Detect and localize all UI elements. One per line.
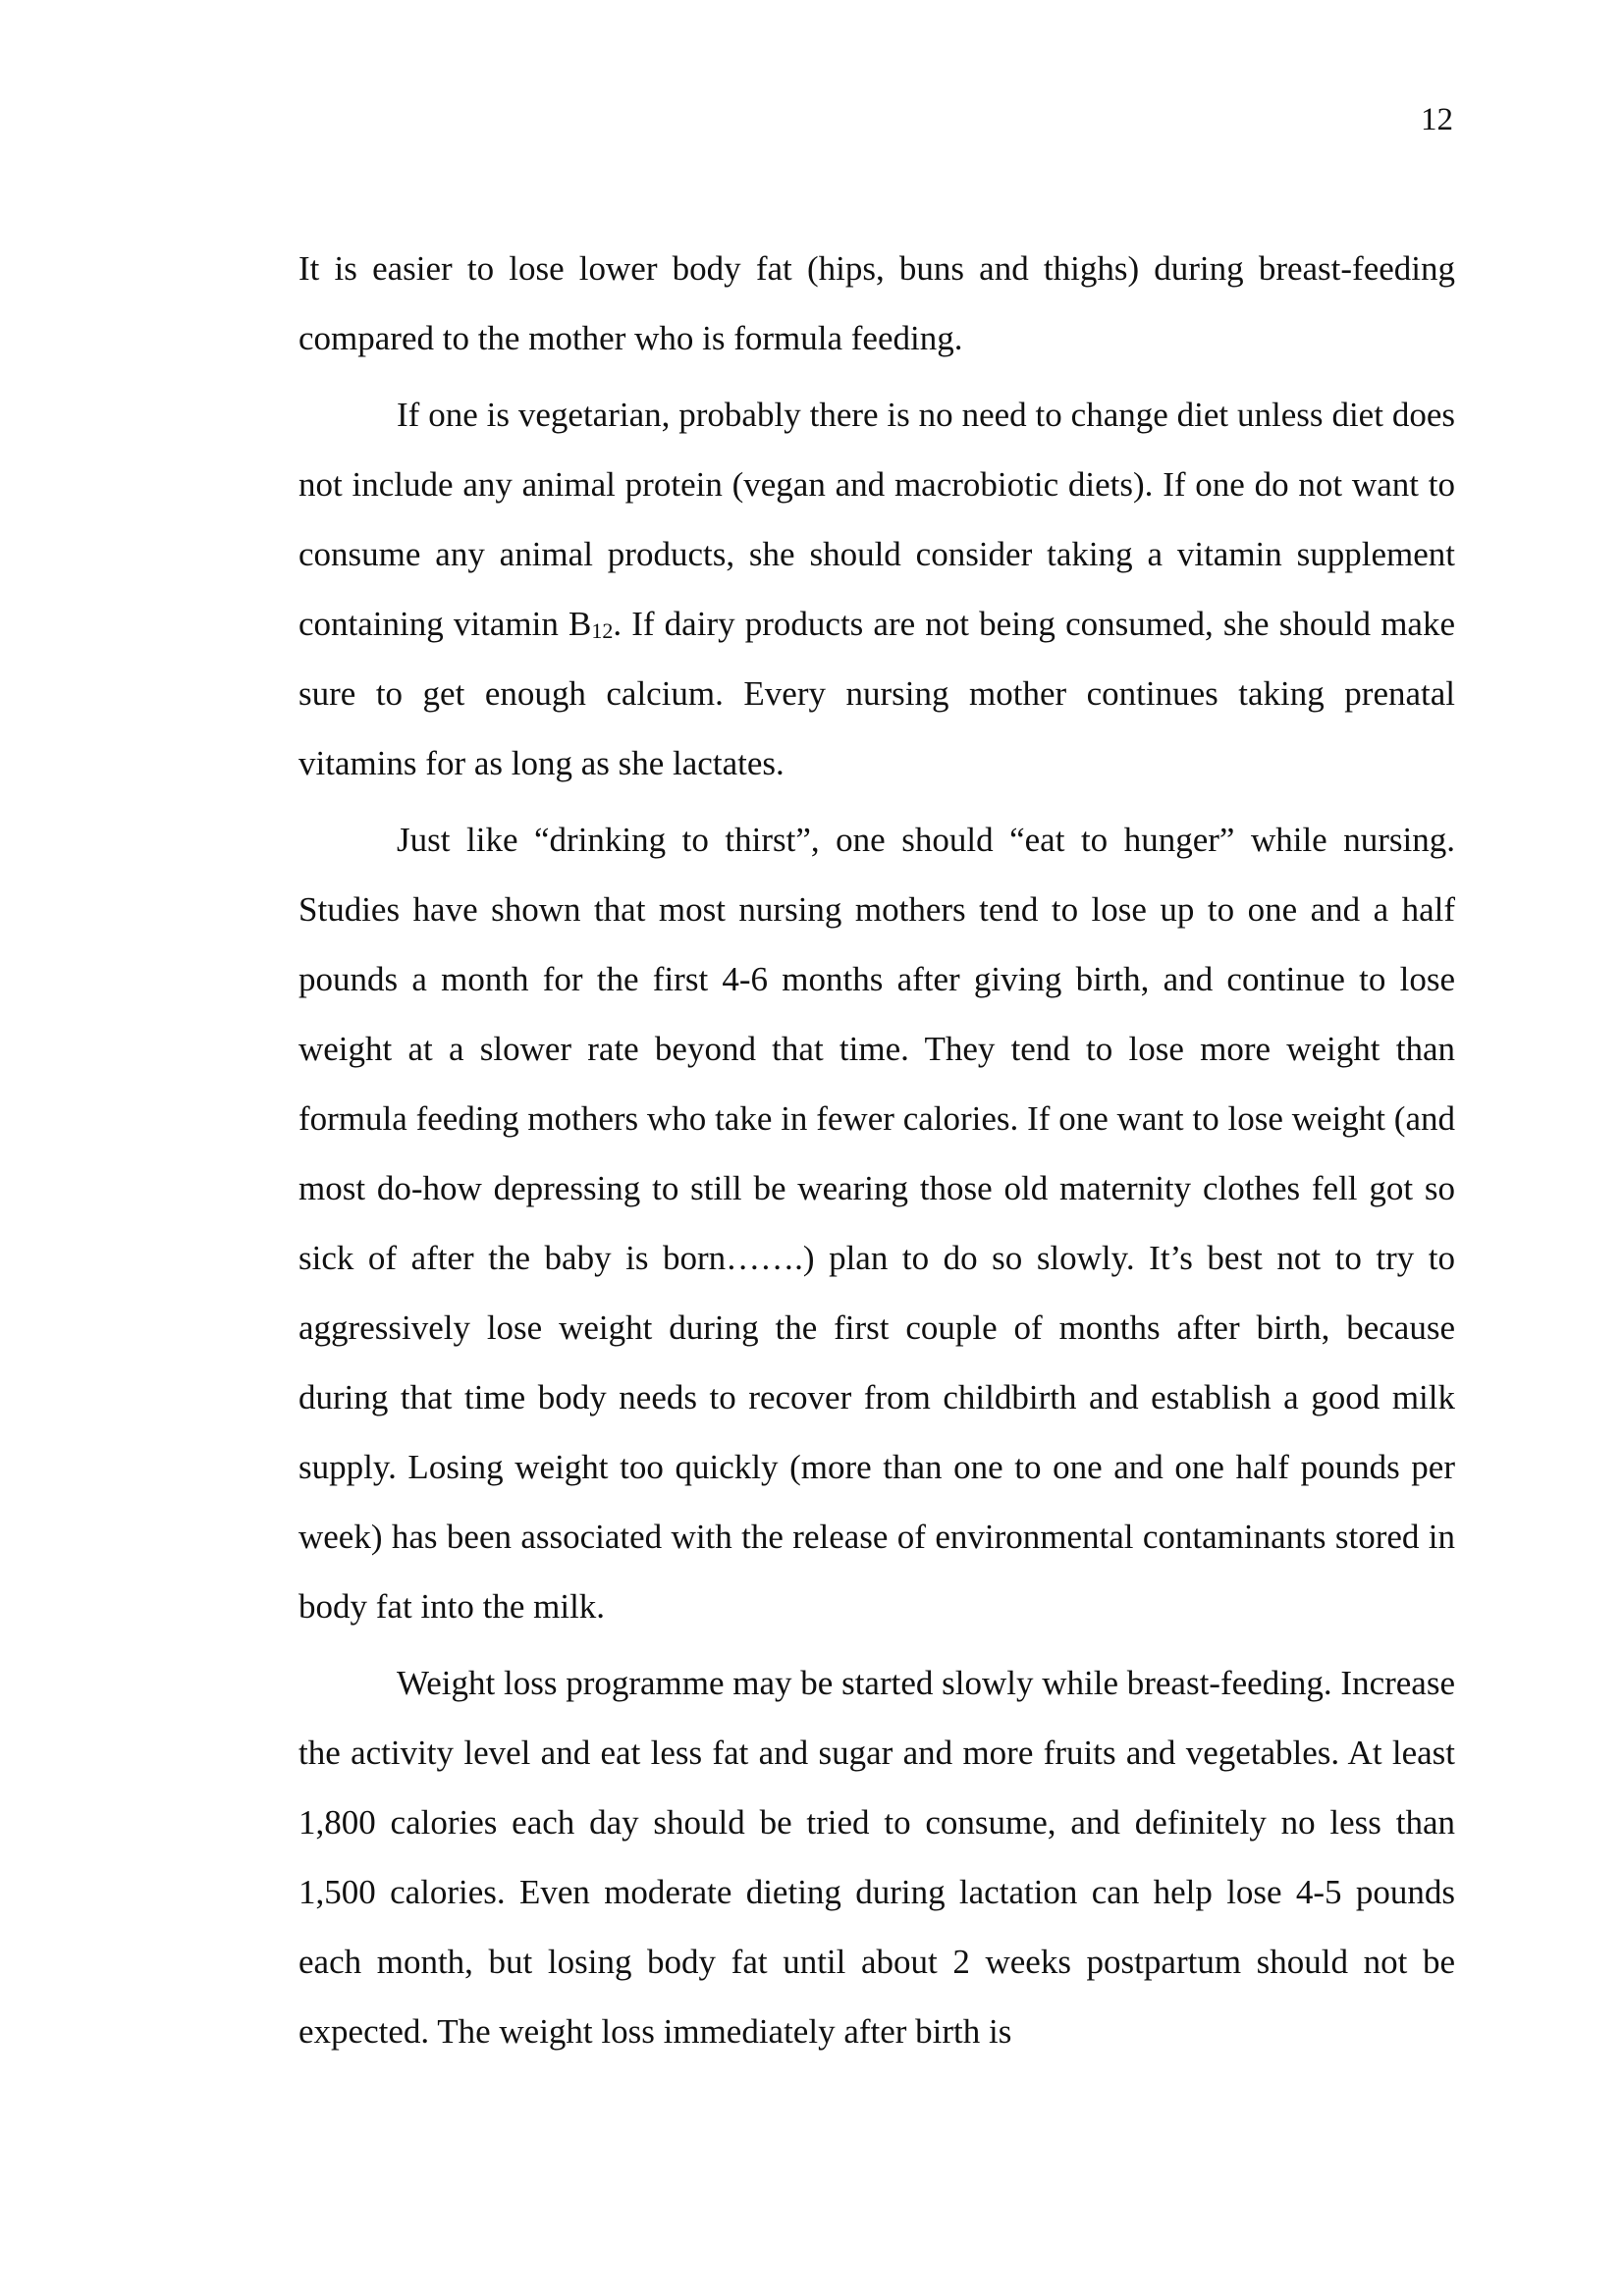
paragraph-weight-loss-programme: Weight loss programme may be started slowly while breast-feeding. Increase the activity level and eat less fat and sugar and more fruits and vegetables. At least 1,800 calories each day should be tried to consume, and definitely no less than 1,500 calories. Even moderate dieting during lactation can help lose 4-5 pounds each month, but losing body fat until about 2 weeks postpartum should not be expected. The weight loss immediately after birth is bbox=[298, 1664, 1455, 2051]
paragraph-vegetarian-text-1: If one is vegetarian, probably there is no need to change diet unless diet does not include any animal protein (vegan and macrobiotic diets). If one do not want to consume any animal products, she should consider taking a vitamin supplement containing vitamin B bbox=[298, 396, 1455, 643]
body-text bbox=[298, 234, 1455, 2073]
paragraph-vegetarian bbox=[298, 380, 1455, 798]
paragraph-vegetarian-text-2: . If dairy products are not being consumed, she should make sure to get enough calcium. Every nursing mother continues taking prenatal vitamins for as long as she lactates. bbox=[298, 605, 1455, 782]
paragraph-fat-loss: It is easier to lose lower body fat (hips, buns and thighs) during breast-feeding compared to the mother who is formula feeding. bbox=[298, 249, 1455, 357]
paragraph-eat-to-hunger: Just like “drinking to thirst”, one should “eat to hunger” while nursing. Studies have shown that most nursing mothers tend to lose up to one and a half pounds a month for the first 4-6 months after giving birth, and continue to lose weight at a slower rate beyond that time. They tend to lose more weight than formula feeding mothers who take in fewer calories. If one want to lose weight (and most do-how depressing to still be wearing those old maternity clothes fell got so sick of after the baby is born…….) plan to do so slowly. It’s best not to try to aggressively lose weight during the first couple of months after birth, because during that time body needs to recover from childbirth and establish a good milk supply. Losing weight too quickly (more than one to one and one half pounds per week) has been associated with the release of environmental contaminants stored in body fat into the milk. bbox=[298, 821, 1455, 1626]
page-number: 12 bbox=[1421, 102, 1453, 137]
vitamin-subscript: 12 bbox=[591, 618, 614, 643]
